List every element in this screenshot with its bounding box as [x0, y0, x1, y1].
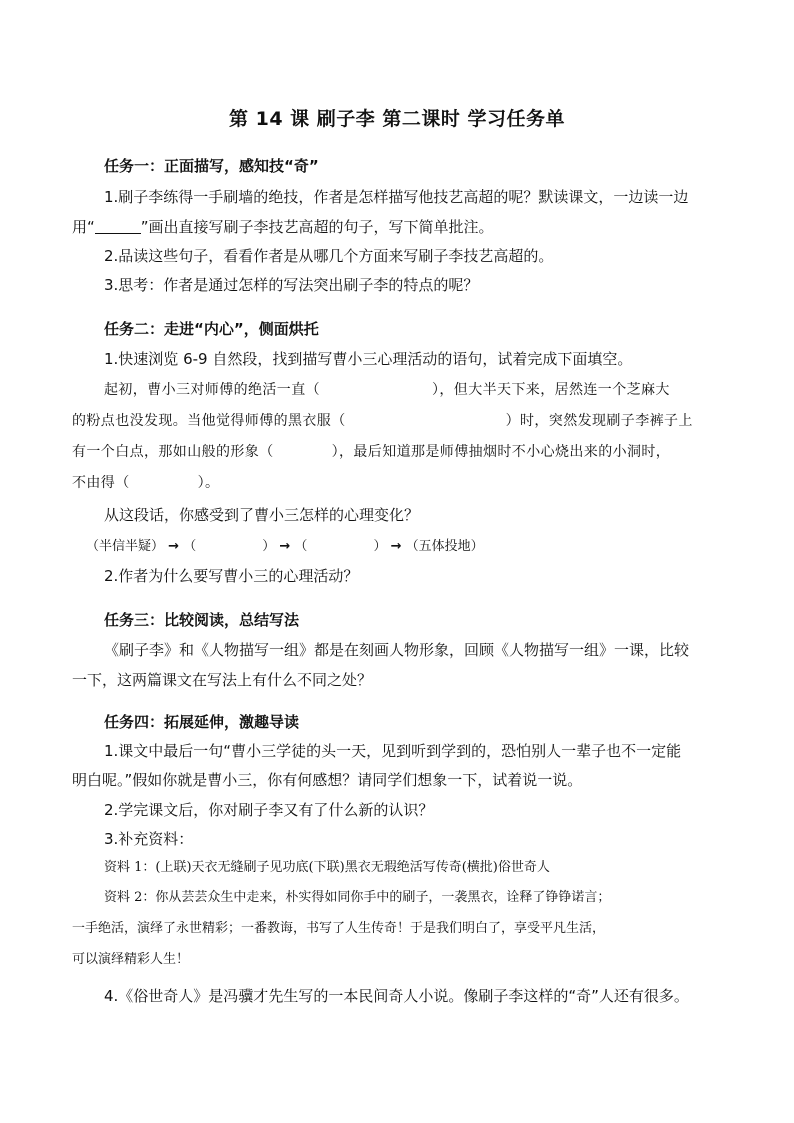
material-2-line3: 可以演绎精彩人生！ [72, 952, 190, 967]
task3-heading: 任务三：比较阅读，总结写法 [104, 611, 300, 629]
task4-heading: 任务四：拓展延伸，激趣导读 [104, 713, 300, 731]
task1-q2: 2.品读这些句子，看看作者是从哪几个方面来写刷子李技艺高超的。 [104, 247, 554, 265]
fill-text: ），但大半天下来，居然连一个芝麻大 [432, 382, 670, 398]
task2-q2: 2.作者为什么要写曹小三的心理活动？ [104, 567, 359, 585]
fill-text: 的粉点也没发现。当他觉得师傅的黑衣服（ [72, 413, 346, 429]
fill-paragraph-line3 [72, 441, 670, 461]
task1-q1-line2-post: ”画出直接写刷子李技艺高超的句子，写下简单批注。 [140, 218, 494, 236]
chain-open: （ [294, 539, 308, 554]
arrow-icon: → [168, 539, 180, 554]
chain-close: ） [373, 539, 387, 554]
task2-q1: 1.快速浏览 6-9 自然段，找到描写曹小三心理活动的语句，试着完成下面填空。 [104, 350, 633, 368]
fill-paragraph-line1 [104, 379, 670, 399]
task4-q4: 4.《俗世奇人》是冯骥才先生写的一本民间奇人小说。像刷子李这样的“奇”人还有很多。 [104, 987, 689, 1005]
emotion-chain [86, 535, 484, 554]
task1-heading: 任务一：正面描写，感知技“奇” [104, 157, 319, 175]
fill-text: 不由得（ [72, 475, 130, 491]
page-title: 第 14 课 刷子李 第二课时 学习任务单 [228, 108, 565, 130]
material-2-line1: 资料 2：你从芸芸众生中走来，朴实得如同你手中的刷子，一袭黑衣，诠释了铮铮诺言； [104, 890, 611, 905]
arrow-icon: → [390, 539, 402, 554]
fill-paragraph-line2 [72, 410, 693, 430]
task1-q1-line2 [72, 216, 494, 237]
fill-paragraph-line4 [72, 472, 219, 492]
material-2-line2: 一手绝活，演绎了永世精彩；一番教诲，书写了人生传奇！于是我们明白了，享受平凡生活， [72, 921, 606, 936]
fill-text: ）。 [197, 475, 220, 491]
task3-line2: 一下，这两篇课文在写法上有什么不同之处？ [72, 671, 373, 689]
fill-text: ）时，突然发现刷子李裤子上 [505, 413, 693, 429]
task4-q1-line2: 明白呢。”假如你就是曹小三，你有何感想？请同学们想象一下，试着说一说。 [72, 771, 583, 789]
task4-q3: 3.补充资料： [104, 830, 194, 848]
task1-q1-line1: 1.刷子李练得一手刷墙的绝技，作者是怎样描写他技艺高超的呢？默读课文，一边读一边 [104, 188, 689, 206]
task3-line1: 《刷子李》和《人物描写一组》都是在刻画人物形象，回顾《人物描写一组》一课，比较 [104, 641, 690, 659]
task4-q1-line1: 1.课文中最后一句“曹小三学徒的头一天，见到听到学到的，恐怕别人一辈子也不一定能 [104, 742, 682, 760]
underline-blank [95, 219, 141, 234]
fill-text: 有一个白点，那如山般的形象（ [72, 444, 274, 460]
fill-text: ），最后知道那是师傅抽烟时不小心烧出来的小洞时， [331, 444, 671, 460]
chain-open: （ [183, 539, 197, 554]
task1-q1-line2-pre: 用“ [72, 218, 95, 236]
task2-heading: 任务二：走进“内心”，侧面烘托 [104, 320, 319, 338]
fill-text: 起初，曹小三对师傅的绝活一直（ [104, 382, 320, 398]
material-1: 资料 1：(上联)天衣无缝刷子见功底(下联)黑衣无瑕绝活写传奇(横批)俗世奇人 [104, 860, 550, 875]
arrow-icon: → [279, 539, 291, 554]
chain-close: ） [262, 539, 276, 554]
task4-q2: 2.学完课文后，你对刷子李又有了什么新的认识？ [104, 801, 434, 819]
chain-start: （半信半疑） [86, 539, 165, 554]
task1-q3: 3.思考：作者是通过怎样的写法突出刷子李的特点的呢？ [104, 276, 479, 294]
chain-end: （五体投地） [405, 539, 484, 554]
task2-feel-question: 从这段话，你感受到了曹小三怎样的心理变化？ [104, 506, 420, 524]
